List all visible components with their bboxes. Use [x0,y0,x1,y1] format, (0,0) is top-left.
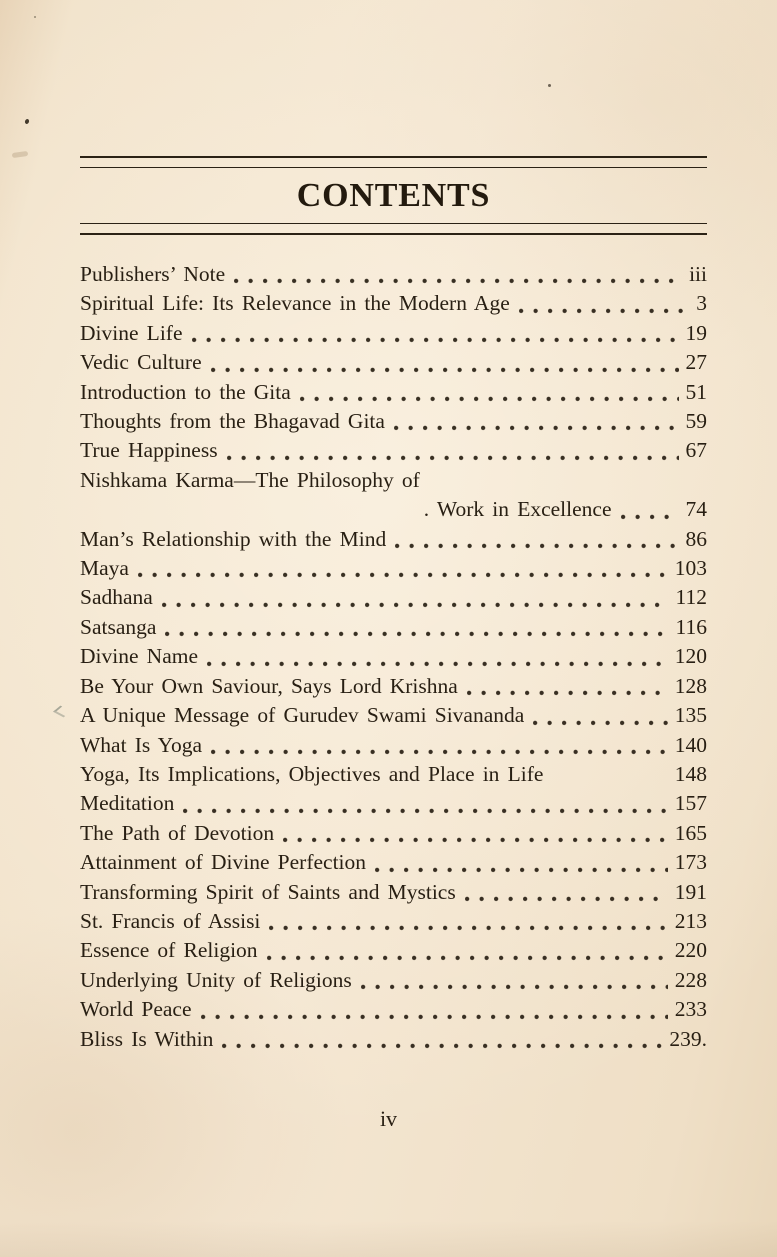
double-rule-top [80,156,707,168]
toc-entry-page: 112 [675,585,707,610]
leader-dots [211,749,668,755]
toc-entry-page: 213 [674,908,707,933]
leader-dots [300,396,679,402]
toc-entry [80,466,707,495]
leader-dots [183,808,667,814]
toc-entry-title: Man’s Relationship with the Mind [80,526,387,551]
toc-entry-page: 140 [674,732,707,757]
toc-entry-title: Essence of Religion [80,938,258,963]
toc-entry [80,760,707,789]
toc-entry [80,878,707,907]
toc-entry [80,613,707,642]
ink-speck [34,16,36,18]
toc-entry-page: 220 [674,938,707,963]
page-content [80,156,707,1054]
toc-entry-page: 128 [674,673,707,698]
leader-dots [621,514,679,520]
toc-entry [80,642,707,671]
toc-entry-title: Introduction to the Gita [80,379,291,404]
leader-dots [222,1043,662,1049]
leader-dots [394,425,679,431]
toc-entry-page: 148 [674,761,707,786]
leader-dots [467,690,668,696]
toc-entry-title: Nishkama Karma—The Philosophy of [80,467,420,492]
leader-dots [207,661,668,667]
leader-dots [192,337,679,343]
toc-entry [80,407,707,436]
toc-entry [80,319,707,348]
toc-entry [80,731,707,760]
toc-entry [80,260,707,289]
ink-speck [548,84,551,87]
toc-entry-page: 228 [674,967,707,992]
toc-entry-title: St. Francis of Assisi [80,908,261,933]
leader-dots [234,278,682,284]
leader-dots [283,837,668,843]
leader-dots [361,984,668,990]
toc-entry [80,966,707,995]
toc-entry-title: Divine Life [80,320,183,345]
folio-page-number: iv [379,1106,398,1131]
leader-dots [211,367,679,373]
toc-entry-page: 191 [674,879,707,904]
toc-entry-title: World Peace [80,997,192,1022]
toc-entry-page: 59 [685,409,707,434]
toc-entry-title: Vedic Culture [80,350,202,375]
leader-dots [465,896,668,902]
toc-entry-page: 74 [685,497,707,522]
toc-entry-page: 173 [674,850,707,875]
leader-dots [267,955,668,961]
toc-entry [80,995,707,1024]
toc-entry-page: 51 [685,379,707,404]
toc-entry-page: iii [689,262,707,286]
leader-dots [533,720,667,726]
toc-entry-page: 165 [674,820,707,845]
leader-dots [519,308,690,314]
toc-entry-title: Maya [80,556,129,581]
toc-entry-page: 157 [674,791,707,816]
toc-entry-title: Divine Name [80,644,199,669]
toc-entry-title: Attainment of Divine Perfection [80,850,367,875]
toc-entry [80,583,707,612]
toc-entry-continuation [80,495,707,524]
toc-entry-page: 103 [674,556,707,581]
leader-dots [165,631,668,637]
leader-dots [269,925,667,931]
toc-entry-page: 19 [685,320,707,345]
toc-entry [80,907,707,936]
toc-entry-title: Satsanga [80,614,157,639]
toc-entry-title: Spiritual Life: Its Relevance in the Modern Age [80,291,510,316]
toc-entry-page: 135 [674,703,707,728]
toc-entry-title: The Path of Devotion [80,820,275,845]
toc-entry [80,672,707,701]
leader-dots [552,778,667,784]
toc-entry-title: Publishers’ Note [80,262,226,286]
leader-dots [162,602,669,608]
toc-entry-title: A Unique Message of Gurudev Swami Sivananda [80,703,525,728]
toc-entry-title: True Happiness [80,438,218,463]
leader-dots [201,1014,668,1020]
toc-entry [80,819,707,848]
toc-entry-page: 116 [675,614,707,639]
toc-entry [80,554,707,583]
toc-entry-title: Transforming Spirit of Saints and Mystics [80,879,456,904]
toc-entry [80,789,707,818]
toc-entry-page: 120 [674,644,707,669]
toc-entry-title: What Is Yoga [80,732,203,757]
toc-entry [80,348,707,377]
table-of-contents [80,260,707,1054]
ink-speck [24,118,29,124]
toc-entry [80,701,707,730]
leader-dots [138,572,668,578]
toc-entry-title: Be Your Own Saviour, Says Lord Krishna [80,673,458,698]
toc-entry-title: Underlying Unity of Religions [80,967,352,992]
paper-smudge [12,151,29,158]
toc-entry-title: Yoga, Its Implications, Objectives and Place in Life [80,761,544,786]
toc-entry [80,525,707,554]
double-rule-bottom [80,223,707,235]
toc-entry-title: Sadhana [80,585,153,610]
page-title: CONTENTS [296,177,491,214]
toc-entry [80,436,707,465]
toc-entry-title: Bliss Is Within [80,1026,214,1051]
toc-entry [80,936,707,965]
toc-entry [80,848,707,877]
toc-entry-title: Meditation [80,791,175,816]
toc-entry-page: 86 [685,526,707,551]
toc-entry-page: 3 [696,291,707,316]
contents-header [80,156,707,235]
pencil-mark [53,706,71,718]
toc-entry [80,378,707,407]
toc-entry [80,289,707,318]
toc-entry-title: . Work in Excellence [423,497,612,522]
leader-dots [429,484,700,490]
toc-entry-page: 233 [674,997,707,1022]
toc-entry-page: 27 [685,350,707,375]
leader-dots [395,543,678,549]
toc-entry-page: 239. [669,1026,707,1051]
leader-dots [375,867,668,873]
leader-dots [227,455,679,461]
toc-entry-title: Thoughts from the Bhagavad Gita [80,409,385,434]
toc-entry-page: 67 [685,438,707,463]
toc-entry [80,1025,707,1054]
